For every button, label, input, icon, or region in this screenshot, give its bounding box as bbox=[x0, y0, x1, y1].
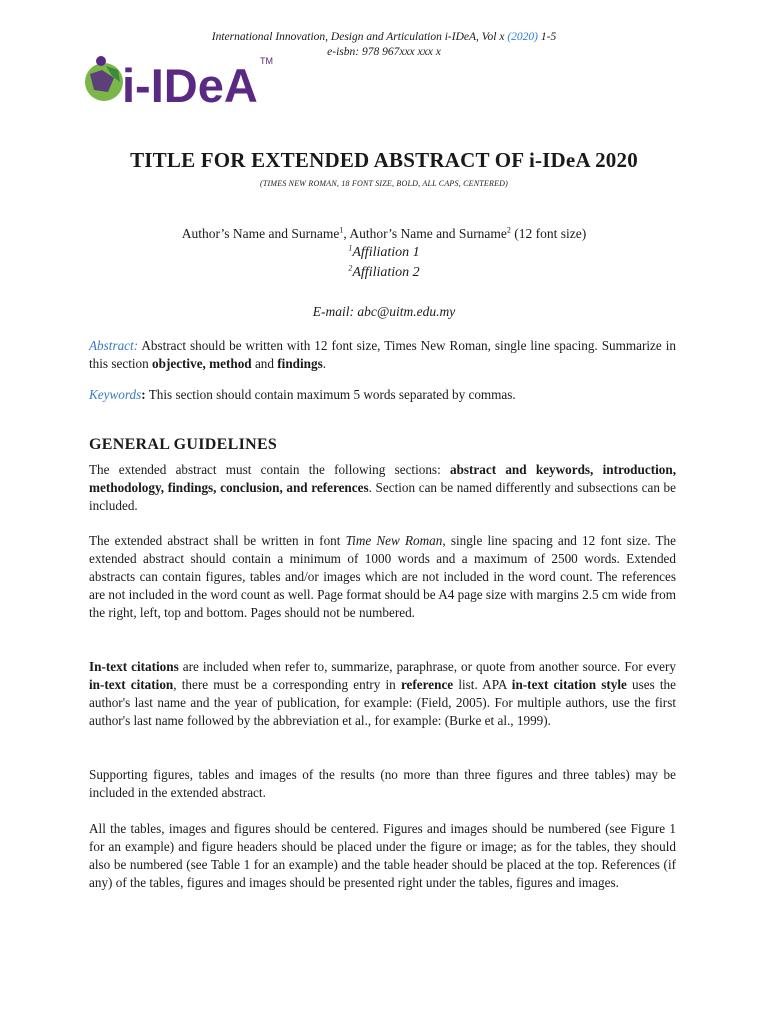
p3-text-a: are included when refer to, summarize, paraphrase, or quote from another source. For every bbox=[178, 659, 676, 674]
p2-text-a: The extended abstract shall be written in font bbox=[89, 533, 346, 548]
abstract-text: Abstract should be written with 12 font size, Times New Roman, single line spacing. Summarize in this section bbox=[89, 338, 676, 371]
keywords-colon: : bbox=[141, 387, 146, 402]
p1-text-c: . Section can be named differently and subsections can be included. bbox=[89, 480, 676, 513]
p2-italic: Time New Roman bbox=[345, 533, 443, 548]
title-format-note: (TIMES NEW ROMAN, 18 FONT SIZE, BOLD, ALL CAPS, CENTERED) bbox=[259, 179, 509, 188]
p3-text-c: , there must be a corresponding entry in bbox=[173, 677, 401, 692]
author-size-note: (12 font size) bbox=[510, 226, 587, 241]
p1-text-a: The extended abstract must contain the following sections: bbox=[89, 462, 450, 477]
p3-text-e: uses the author's last name and the year of publication, for example: (Field, 2005). For multiple authors, use the first author's last name followed by the abbreviation et al., for example: (Burke et al., 1999). bbox=[89, 677, 676, 728]
abstract-end: . bbox=[322, 356, 327, 371]
i-idea-logo bbox=[84, 52, 284, 110]
abstract-bold-1: objective, method bbox=[152, 356, 252, 371]
p2-text-b: , single line spacing and 12 font size. The extended abstract should contain a minimum of 1000 words and a maximum of 2500 words. Extended abstracts can contain figures, tables and/or images which are not included in the word count. The references are not included in the word count as well. Page format should be A4 page size with margins 2.5 cm wide from the right, left, top and bottom. Pages should not be numbered. bbox=[89, 533, 677, 620]
affiliation-1-num: 1 bbox=[348, 243, 353, 253]
section-heading-general-guidelines: GENERAL GUIDELINES bbox=[89, 436, 278, 453]
guidelines-paragraph-2 bbox=[89, 532, 676, 622]
author-2: Author’s Name and Surname bbox=[349, 226, 507, 241]
journal-citation-line bbox=[0, 30, 768, 45]
journal-isbn: e-isbn: 978 967xxx xxx x bbox=[327, 46, 441, 58]
affiliation-2-text: Affiliation 2 bbox=[352, 265, 420, 280]
author-line bbox=[0, 226, 768, 242]
abstract-label: Abstract: bbox=[89, 338, 139, 353]
logo-trademark: TM bbox=[260, 56, 273, 66]
p3-bold-2: in-text citation bbox=[89, 677, 174, 692]
affiliation-1-text: Affiliation 1 bbox=[352, 245, 420, 260]
journal-name: International Innovation, Design and Articulation i-IDeA, Vol x bbox=[211, 31, 505, 43]
author-email: E-mail: abc@uitm.edu.my bbox=[312, 304, 456, 319]
affiliation-1 bbox=[0, 245, 768, 261]
logo-text: i-IDeA bbox=[122, 59, 258, 110]
abstract-bold-2: findings bbox=[277, 356, 323, 371]
p3-bold-3: reference bbox=[400, 677, 454, 692]
affiliation-2-num: 2 bbox=[348, 263, 353, 273]
keywords-label: Keywords bbox=[89, 387, 142, 402]
author-1-sup: 1 bbox=[339, 225, 344, 235]
guidelines-paragraph-5: All the tables, images and figures should be centered. Figures and images should be numbered (see Figure 1 for an example) and figure headers should be placed under the figure or image; as for the tables, they should also be numbered (see Table 1 for an example) and the table header should be placed at the top. References (if any) of the tables, figures and images should be presented right under the tables, figures and images. bbox=[89, 821, 676, 890]
abstract-and: and bbox=[251, 356, 278, 371]
author-separator: , bbox=[343, 226, 350, 241]
p3-text-d: list. APA bbox=[453, 677, 512, 692]
keywords-text: This section should contain maximum 5 words separated by commas. bbox=[145, 387, 516, 402]
journal-pages: 1-5 bbox=[540, 31, 557, 43]
affiliation-2 bbox=[0, 265, 768, 281]
keywords-paragraph bbox=[89, 386, 676, 404]
p1-bold: abstract and keywords, introduction, methodology, findings, conclusion, and references bbox=[89, 462, 676, 495]
guidelines-paragraph-3 bbox=[89, 658, 676, 730]
p3-bold-4: in-text citation style bbox=[511, 677, 627, 692]
abstract-paragraph bbox=[89, 337, 676, 373]
paper-title: TITLE FOR EXTENDED ABSTRACT OF i-IDeA 2020 bbox=[130, 148, 638, 172]
guidelines-paragraph-4: Supporting figures, tables and images of the results (no more than three figures and three tables) may be included in the extended abstract. bbox=[89, 767, 676, 800]
author-1: Author’s Name and Surname bbox=[181, 226, 340, 241]
author-2-sup: 2 bbox=[506, 225, 511, 235]
guidelines-paragraph-1 bbox=[89, 461, 676, 515]
journal-year: (2020) bbox=[507, 31, 538, 43]
p3-bold-1: In-text citations bbox=[89, 659, 179, 674]
